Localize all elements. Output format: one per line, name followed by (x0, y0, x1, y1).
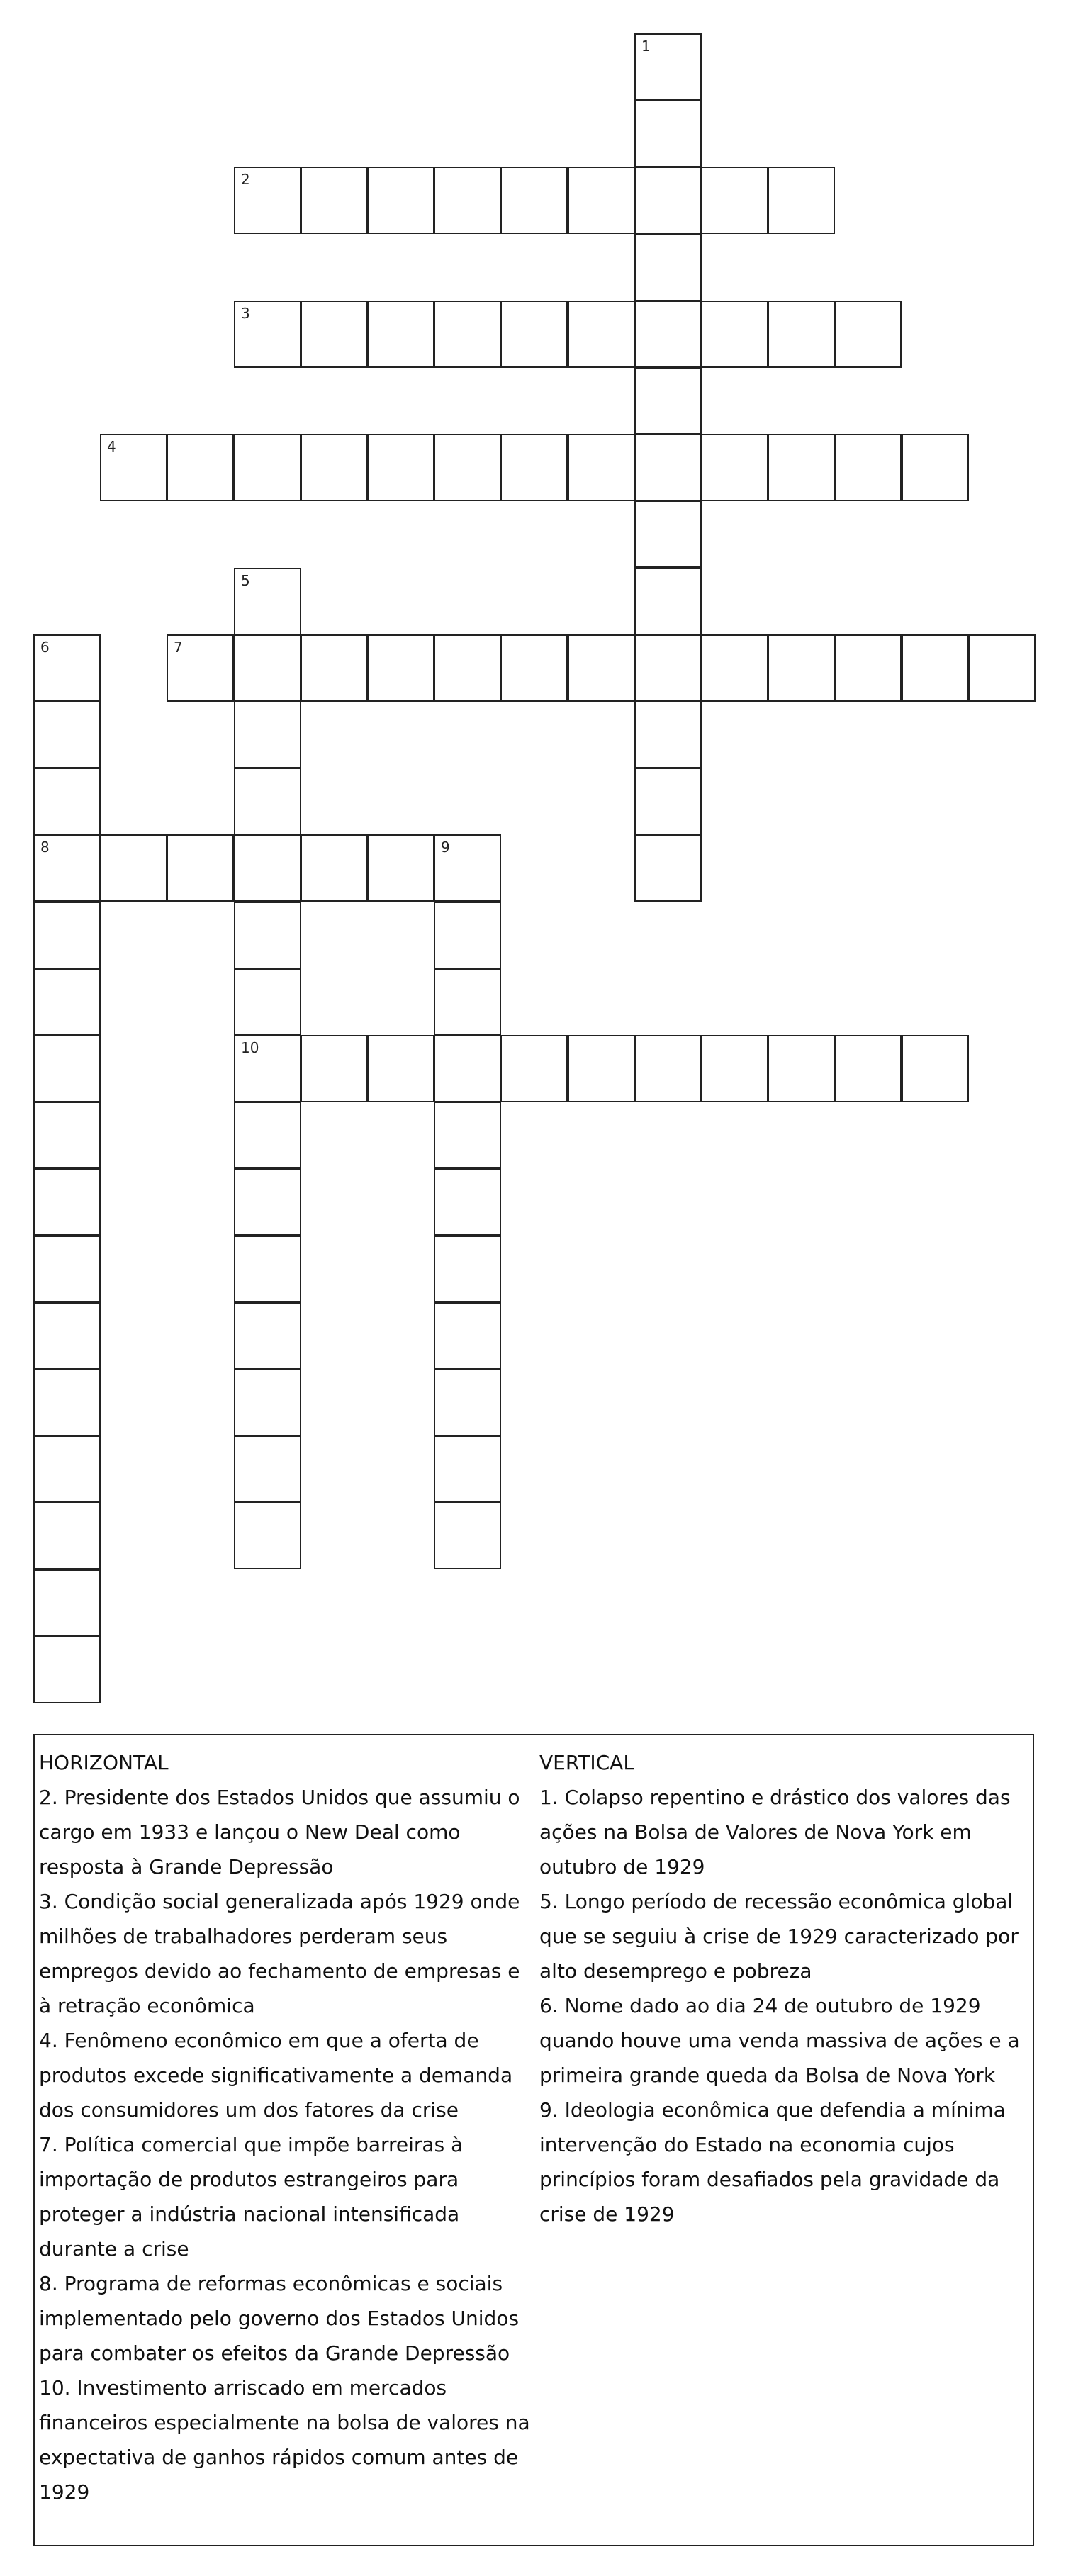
grid-cell[interactable] (434, 1035, 501, 1102)
clue-number: 1 (641, 38, 651, 55)
grid-cell[interactable] (968, 634, 1036, 702)
grid-cell[interactable] (434, 1502, 501, 1569)
grid-cell[interactable] (234, 1502, 301, 1569)
grid-cell[interactable] (234, 634, 301, 702)
grid-cell[interactable] (434, 834, 501, 902)
clue-h-7: 7. Política comercial que impõe barreiras à importação de produtos estrangeiros para proteger a indústria nacional intensificada durante a crise (39, 2133, 464, 2261)
grid-cell[interactable] (634, 434, 702, 501)
grid-cell[interactable] (834, 1035, 902, 1102)
grid-cell[interactable] (568, 634, 635, 702)
horizontal-clues (39, 1745, 535, 2509)
grid-cell[interactable] (33, 968, 101, 1036)
grid-cell[interactable] (234, 434, 301, 501)
grid-cell[interactable] (367, 301, 434, 368)
grid-cell[interactable] (701, 301, 768, 368)
grid-cell[interactable] (33, 1502, 101, 1569)
clue-number: 6 (40, 639, 50, 656)
grid-cell[interactable] (234, 834, 301, 902)
grid-cell[interactable] (33, 1168, 101, 1236)
grid-cell[interactable] (902, 634, 969, 702)
grid-cell[interactable] (768, 434, 835, 501)
grid-cell[interactable] (33, 768, 101, 835)
clue-v-5: 5. Longo período de recessão econômica global que se seguiu à crise de 1929 caracterizado por alto desemprego e pobreza (539, 1890, 1019, 1983)
grid-cell[interactable] (568, 434, 635, 501)
grid-cell[interactable] (434, 902, 501, 969)
grid-cell[interactable] (367, 434, 434, 501)
vertical-heading: VERTICAL (539, 1751, 634, 1774)
clue-h-3: 3. Condição social generalizada após 1929 onde milhões de trabalhadores perderam seus empregos devido ao fechamento de empresas e à retração econômica (39, 1890, 520, 2017)
grid-cell[interactable] (434, 167, 501, 234)
grid-cell[interactable] (234, 1236, 301, 1303)
grid-cell[interactable] (367, 634, 434, 702)
clues-box (33, 1734, 1034, 2546)
grid-cell[interactable] (234, 1302, 301, 1370)
grid-cell[interactable] (100, 434, 167, 501)
grid-cell[interactable] (100, 834, 167, 902)
grid-cell[interactable] (634, 1035, 702, 1102)
clue-number: 3 (241, 305, 250, 322)
grid-cell[interactable] (434, 1302, 501, 1370)
grid-cell[interactable] (434, 634, 501, 702)
grid-cell[interactable] (301, 634, 368, 702)
grid-cell[interactable] (701, 434, 768, 501)
clue-number: 4 (107, 438, 116, 455)
grid-cell[interactable] (33, 1369, 101, 1436)
grid-cell[interactable] (634, 701, 702, 768)
vertical-clues (539, 1745, 1028, 2231)
clue-h-8: 8. Programa de reformas econômicas e sociais implementado pelo governo dos Estados Unidos para combater os efeitos da Grande Depressão (39, 2272, 520, 2365)
grid-cell[interactable] (434, 301, 501, 368)
grid-cell[interactable] (234, 1168, 301, 1236)
grid-cell[interactable] (33, 834, 101, 902)
clue-h-10: 10. Investimento arriscado em mercados financeiros especialmente na bolsa de valores na expectativa de ganhos rápidos comum antes de 1929 (39, 2376, 530, 2504)
grid-cell[interactable] (301, 301, 368, 368)
clue-number: 10 (241, 1039, 259, 1056)
grid-cell[interactable] (834, 434, 902, 501)
grid-cell[interactable] (500, 434, 568, 501)
grid-cell[interactable] (902, 1035, 969, 1102)
grid-cell[interactable] (33, 701, 101, 768)
grid-cell[interactable] (768, 167, 835, 234)
grid-cell[interactable] (367, 167, 434, 234)
grid-cell[interactable] (634, 634, 702, 702)
grid-cell[interactable] (568, 1035, 635, 1102)
grid-cell[interactable] (634, 500, 702, 568)
grid-cell[interactable] (768, 634, 835, 702)
grid-cell[interactable] (500, 634, 568, 702)
grid-cell[interactable] (33, 1302, 101, 1370)
grid-cell[interactable] (234, 301, 301, 368)
grid-cell[interactable] (634, 100, 702, 167)
grid-cell[interactable] (33, 634, 101, 702)
grid-cell[interactable] (634, 367, 702, 435)
grid-cell[interactable] (367, 834, 434, 902)
grid-cell[interactable] (701, 167, 768, 234)
grid-cell[interactable] (33, 1569, 101, 1637)
grid-cell[interactable] (434, 1236, 501, 1303)
grid-cell[interactable] (568, 301, 635, 368)
clue-h-2: 2. Presidente dos Estados Unidos que assumiu o cargo em 1933 e lançou o New Deal como resposta à Grande Depressão (39, 1786, 520, 1878)
horizontal-heading: HORIZONTAL (39, 1751, 169, 1774)
grid-cell[interactable] (301, 434, 368, 501)
grid-cell[interactable] (167, 634, 234, 702)
grid-cell[interactable] (434, 434, 501, 501)
grid-cell[interactable] (701, 634, 768, 702)
grid-cell[interactable] (33, 1102, 101, 1169)
grid-cell[interactable] (634, 768, 702, 835)
grid-cell[interactable] (167, 434, 234, 501)
grid-cell[interactable] (434, 968, 501, 1036)
clue-number: 7 (174, 639, 183, 656)
grid-cell[interactable] (434, 1168, 501, 1236)
grid-cell[interactable] (634, 301, 702, 368)
grid-cell[interactable] (234, 902, 301, 969)
grid-cell[interactable] (500, 167, 568, 234)
grid-cell[interactable] (434, 1435, 501, 1503)
grid-cell[interactable] (568, 167, 635, 234)
grid-cell[interactable] (234, 1035, 301, 1102)
grid-cell[interactable] (234, 1435, 301, 1503)
grid-cell[interactable] (33, 1636, 101, 1703)
grid-cell[interactable] (434, 1369, 501, 1436)
clue-number: 9 (441, 839, 450, 856)
grid-cell[interactable] (33, 1035, 101, 1102)
grid-cell[interactable] (33, 902, 101, 969)
grid-cell[interactable] (301, 834, 368, 902)
grid-cell[interactable] (834, 301, 902, 368)
clue-h-4: 4. Fenômeno econômico em que a oferta de produtos excede significativamente a demanda dos consumidores um dos fatores da crise (39, 2029, 513, 2122)
grid-cell[interactable] (301, 167, 368, 234)
grid-cell[interactable] (768, 301, 835, 368)
clue-v-1: 1. Colapso repentino e drástico dos valores das ações na Bolsa de Valores de Nova York em outubro de 1929 (539, 1786, 1011, 1878)
grid-cell[interactable] (701, 1035, 768, 1102)
clue-v-9: 9. Ideologia econômica que defendia a mínima intervenção do Estado na economia cujos princípios foram desafiados pela gravidade da crise de 1929 (539, 2098, 1006, 2226)
grid-cell[interactable] (634, 234, 702, 301)
grid-cell[interactable] (500, 1035, 568, 1102)
grid-cell[interactable] (234, 1369, 301, 1436)
clue-number: 2 (241, 171, 250, 188)
grid-cell[interactable] (902, 434, 969, 501)
grid-cell[interactable] (834, 634, 902, 702)
clue-number: 5 (241, 572, 250, 589)
clue-number: 8 (40, 839, 50, 856)
grid-cell[interactable] (634, 167, 702, 234)
grid-cell[interactable] (234, 968, 301, 1036)
clue-v-6: 6. Nome dado ao dia 24 de outubro de 1929 quando houve uma venda massiva de ações e a primeira grande queda da Bolsa de Nova York (539, 1994, 1020, 2087)
grid-cell[interactable] (33, 1435, 101, 1503)
grid-cell[interactable] (634, 33, 702, 101)
grid-cell[interactable] (367, 1035, 434, 1102)
grid-cell[interactable] (301, 1035, 368, 1102)
grid-cell[interactable] (234, 1102, 301, 1169)
grid-cell[interactable] (500, 301, 568, 368)
grid-cell[interactable] (634, 834, 702, 902)
grid-cell[interactable] (234, 768, 301, 835)
grid-cell[interactable] (234, 701, 301, 768)
grid-cell[interactable] (634, 568, 702, 635)
grid-cell[interactable] (768, 1035, 835, 1102)
grid-cell[interactable] (33, 1236, 101, 1303)
grid-cell[interactable] (434, 1102, 501, 1169)
grid-cell[interactable] (234, 167, 301, 234)
grid-cell[interactable] (234, 568, 301, 635)
grid-cell[interactable] (167, 834, 234, 902)
